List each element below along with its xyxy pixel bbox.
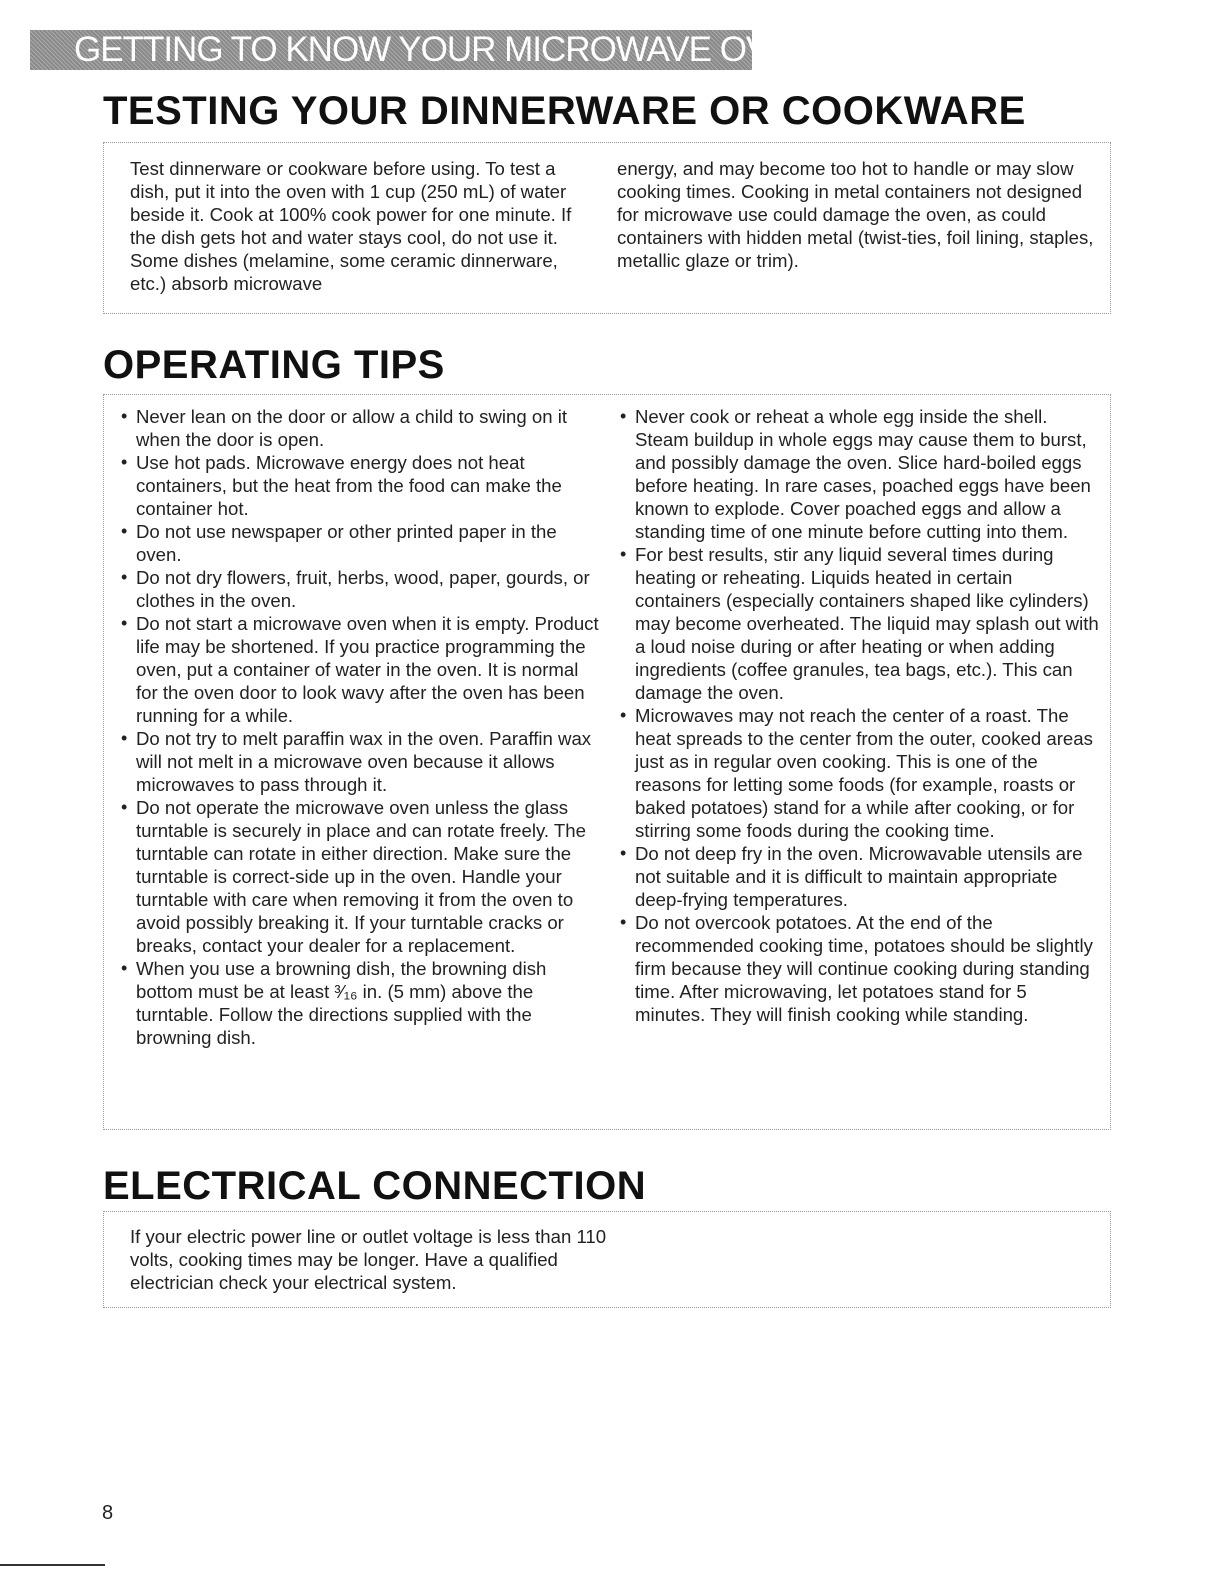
tip-item: • Do not use newspaper or other printed paper in the oven. xyxy=(118,520,600,566)
tip-item: • Use hot pads. Microwave energy does not heat containers, but the heat from the food can make the container hot. xyxy=(118,451,600,520)
electrical-text-col xyxy=(130,1225,608,1294)
dinnerware-paragraph-2: energy, and may become too hot to handle or may slow cooking times. Cooking in metal containers not designed for microwave use could damage the oven, as could containers with hidden metal (twist-ties, foil lining, staples, metallic glaze or trim). xyxy=(617,158,1094,271)
tip-item: • Do not try to melt paraffin wax in the oven. Paraffin wax will not melt in a microwave oven because it allows microwaves to pass through it. xyxy=(118,727,600,796)
section-banner-text: GETTING TO KNOW YOUR MICROWAVE OVEN xyxy=(74,30,815,69)
dinnerware-paragraph-1: Test dinnerware or cookware before using. To test a dish, put it into the oven with 1 cup (250 mL) of water beside it. Cook at 100% cook power for one minute. If the dish gets hot and water stays cool, do not use it. Some dishes (melamine, some ceramic dinnerware, etc.) absorb microwave xyxy=(130,158,572,294)
tip-item: • When you use a browning dish, the browning dish bottom must be at least ³⁄₁₆ in. (5 mm) above the turntable. Follow the directions supplied with the browning dish. xyxy=(118,957,600,1049)
electrical-heading: ELECTRICAL CONNECTION xyxy=(103,1164,647,1208)
tip-item: • Do not operate the microwave oven unless the glass turntable is securely in place and can rotate freely. The turntable can rotate in either direction. Make sure the turntable is correct-side up in the oven. Handle your turntable with care when removing it from the oven to avoid possibly breaking it. If your turntable cracks or breaks, contact your dealer for a replacement. xyxy=(118,796,600,957)
tip-item: • Do not dry flowers, fruit, herbs, wood, paper, gourds, or clothes in the oven. xyxy=(118,566,600,612)
page-number: 8 xyxy=(102,1502,114,1524)
dinnerware-text-col2 xyxy=(617,157,1095,272)
tip-item: • Do not start a microwave oven when it is empty. Product life may be shortened. If you practice programming the oven, put a container of water in the oven. It is normal for the oven door to look wavy after the oven has been running for a while. xyxy=(118,612,600,727)
dinnerware-text-col1 xyxy=(130,157,590,295)
tip-item: • Never lean on the door or allow a child to swing on it when the door is open. xyxy=(118,405,600,451)
tips-right-column xyxy=(617,405,1099,1026)
operating-tips-heading: OPERATING TIPS xyxy=(103,343,445,387)
tip-item: • For best results, stir any liquid several times during heating or reheating. Liquids heated in certain containers (especially containers shaped like cylinders) may become overheated. The liquid may splash out with a loud noise during or after heating or when adding ingredients (coffee granules, tea bags, etc.). This can damage the oven. xyxy=(617,543,1099,704)
electrical-paragraph: If your electric power line or outlet voltage is less than 110 volts, cooking times may be longer. Have a qualified electrician check your electrical system. xyxy=(130,1226,607,1293)
tip-item: • Never cook or reheat a whole egg inside the shell. Steam buildup in whole eggs may cause them to burst, and possibly damage the oven. Slice hard-boiled eggs before heating. In rare cases, poached eggs have been known to explode. Cover poached eggs and allow a standing time of one minute before cutting into them. xyxy=(617,405,1099,543)
dinnerware-heading: TESTING YOUR DINNERWARE OR COOKWARE xyxy=(103,89,1026,133)
section-banner xyxy=(30,30,815,70)
footer-rule xyxy=(0,1564,105,1566)
tips-left-column xyxy=(118,405,600,1049)
tip-item: • Do not deep fry in the oven. Microwavable utensils are not suitable and it is difficult to maintain appropriate deep-frying temperatures. xyxy=(617,842,1099,911)
tip-item: • Microwaves may not reach the center of a roast. The heat spreads to the center from the outer, cooked areas just as in regular oven cooking. This is one of the reasons for letting some foods (for example, roasts or baked potatoes) stand for a while after cooking, or for stirring some foods during the cooking time. xyxy=(617,704,1099,842)
tip-item: • Do not overcook potatoes. At the end of the recommended cooking time, potatoes should be slightly firm because they will continue cooking during standing time. After microwaving, let potatoes stand for 5 minutes. They will finish cooking while standing. xyxy=(617,911,1099,1026)
